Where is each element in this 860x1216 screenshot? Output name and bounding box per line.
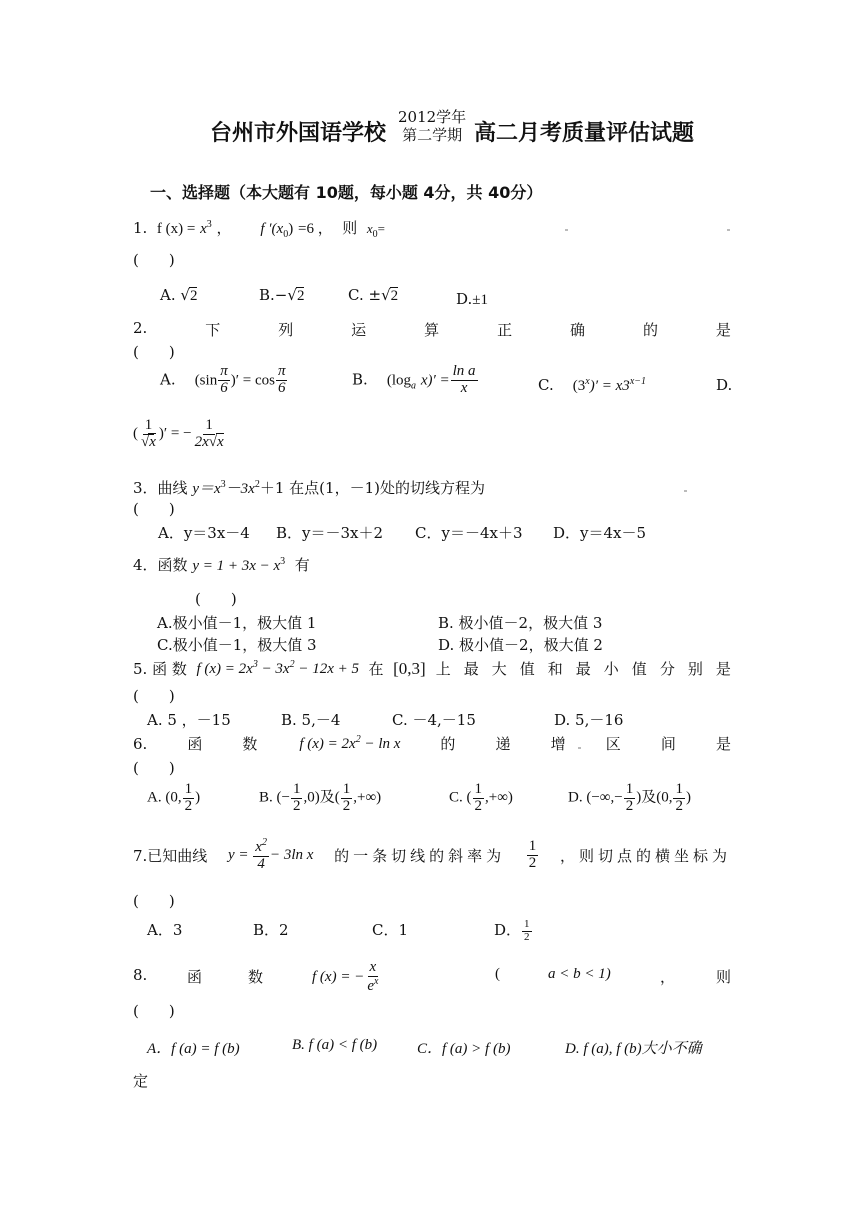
q5-word: 数 bbox=[171, 660, 187, 678]
q6-a-d: 2 bbox=[184, 797, 193, 814]
q2-d-one: 1 bbox=[144, 417, 153, 433]
q7-option-a: A．3 bbox=[147, 921, 183, 939]
q8-option-c: C．f (a) > f (b) bbox=[417, 1041, 511, 1057]
q7-answer-paren: ( ) bbox=[133, 892, 175, 910]
q6-d-label: D. bbox=[568, 789, 583, 806]
q6-b-n: 1 bbox=[292, 781, 301, 797]
question-5-stem bbox=[133, 658, 731, 679]
q2-d-den: 2x bbox=[194, 433, 209, 450]
q3-option-a: A．y＝3x－4 bbox=[158, 524, 250, 542]
q6-option-a bbox=[147, 782, 200, 815]
q2-word: 的 bbox=[642, 321, 658, 339]
title-stack bbox=[398, 108, 466, 144]
q2-word: 正 bbox=[497, 321, 513, 339]
q8-word-2: 数 bbox=[248, 968, 264, 986]
q5-option-a: A. 5 ，－15 bbox=[147, 711, 231, 729]
scan-speck bbox=[727, 229, 730, 231]
q1-fprime-end: ) bbox=[288, 221, 294, 237]
q2-b-sub: a bbox=[411, 380, 417, 392]
q2-answer-paren: ( ) bbox=[133, 343, 175, 361]
q6-e1: 2 bbox=[355, 734, 361, 745]
q6-d-d: 2 bbox=[625, 797, 634, 814]
q1-c-label: C. bbox=[348, 286, 364, 304]
q6-a-expr: (0, bbox=[165, 789, 182, 806]
q2-option-c bbox=[538, 376, 646, 395]
q2-word: 是 bbox=[715, 321, 731, 339]
q5-tail: 分 bbox=[659, 660, 675, 678]
q1-option-d bbox=[456, 290, 488, 309]
q8-then: 则 bbox=[716, 968, 732, 986]
q5-option-b: B. 5,－4 bbox=[281, 711, 341, 729]
q5-tail: 是 bbox=[715, 660, 731, 678]
q1-d-val: ±1 bbox=[472, 292, 488, 308]
q4-option-b: B. 极小值－2，极大值 3 bbox=[438, 614, 603, 632]
question-6-stem bbox=[133, 733, 731, 754]
q7-pre: 7.已知曲线 bbox=[133, 846, 208, 865]
q5-tail: 小 bbox=[603, 660, 619, 678]
q1-eq: =6 ， bbox=[297, 221, 333, 237]
q6-m1: − ln x bbox=[360, 736, 401, 752]
q7-half-n: 1 bbox=[528, 838, 537, 854]
q2-c-label: C. bbox=[538, 376, 554, 394]
q6-b-e2: ,0)及( bbox=[303, 789, 340, 806]
q3-exp1: 3 bbox=[220, 479, 226, 490]
q6-option-d bbox=[568, 782, 691, 815]
q5-tail: 大 bbox=[491, 660, 507, 678]
scan-speck bbox=[565, 229, 568, 231]
q2-b-x: x)′ = bbox=[420, 372, 450, 389]
q5-interval: [0,3] bbox=[393, 658, 426, 678]
q7-tail: ，则切点的横坐标为 bbox=[559, 846, 731, 865]
q3-option-b: B．y＝－3x＋2 bbox=[276, 524, 384, 542]
q1-c-sign: ± bbox=[368, 286, 382, 304]
q4-option-c: C.极小值－1，极大值 3 bbox=[157, 636, 317, 654]
q3-y: y bbox=[192, 481, 199, 497]
q5-word: 函 bbox=[152, 660, 168, 678]
q1-b-sign: − bbox=[274, 286, 288, 304]
q3-eq: ＝x bbox=[199, 481, 221, 497]
q7-mid: − 3ln x bbox=[269, 846, 314, 863]
q8-option-b: B. f (a) < f (b) bbox=[292, 1037, 378, 1053]
scan-speck bbox=[578, 747, 581, 749]
q6-answer-paren: ( ) bbox=[133, 759, 175, 777]
q6-tail: 间 bbox=[660, 735, 676, 753]
q6-a-n: 1 bbox=[184, 781, 193, 797]
q6-word: 6. bbox=[133, 734, 148, 753]
q2-d-x: x bbox=[149, 433, 156, 450]
q5-e1: 3 bbox=[252, 659, 258, 670]
q1-a-label: A. bbox=[160, 286, 176, 304]
q6-d-n: 1 bbox=[625, 781, 634, 797]
q2-word: 下 bbox=[205, 321, 221, 339]
q1-x: x bbox=[200, 221, 207, 237]
q6-tail: 区 bbox=[605, 735, 621, 753]
q1-c-val: 2 bbox=[390, 288, 399, 304]
q2-c-expr: (3 bbox=[572, 378, 586, 394]
q2-option-d-label: D. bbox=[716, 376, 733, 394]
q6-option-b bbox=[259, 782, 381, 815]
q8-answer-paren: ( ) bbox=[133, 1002, 175, 1020]
q2-word: 运 bbox=[351, 321, 367, 339]
q7-num-exp: 2 bbox=[261, 837, 267, 848]
q6-a-close: ) bbox=[195, 789, 201, 806]
q6-tail: 是 bbox=[715, 735, 731, 753]
q1-fprime-sub: 0 bbox=[283, 229, 289, 240]
q2-c-sup2: x−1 bbox=[629, 376, 646, 387]
q2-c-sup: x bbox=[585, 376, 590, 387]
q6-b-e1: (− bbox=[276, 789, 290, 806]
q4-expr: y = 1 + 3x − x bbox=[192, 558, 281, 574]
q7-den: 4 bbox=[257, 855, 265, 872]
q2-word: 列 bbox=[278, 321, 294, 339]
q3-rest: 在点(1，－1)处的切线方程为 bbox=[289, 479, 485, 497]
q4-post: 有 bbox=[294, 556, 310, 574]
q2-a-label: A. bbox=[160, 370, 176, 389]
q1-comma: ， bbox=[216, 219, 232, 237]
q7-option-d bbox=[494, 919, 533, 943]
q6-d-e2: )及(0, bbox=[636, 789, 673, 806]
q1-x0-eq: = bbox=[377, 221, 385, 236]
q3-pre: 3．曲线 bbox=[133, 479, 188, 497]
q6-b-d: 2 bbox=[292, 797, 301, 814]
q2-option-a bbox=[160, 364, 288, 397]
q5-zai: 在 bbox=[368, 660, 384, 678]
q3-exp2: 2 bbox=[254, 479, 260, 490]
q5-tail: 最 bbox=[575, 660, 591, 678]
q5-tail: 最 bbox=[463, 660, 479, 678]
q7-d-d: 2 bbox=[524, 930, 530, 943]
q2-d-mid: )′ = − bbox=[158, 425, 192, 442]
title-term: 第二学期 bbox=[402, 126, 463, 144]
q5-m1: − 3x bbox=[257, 661, 290, 677]
q6-c-n: 1 bbox=[474, 781, 483, 797]
q5-expr: f (x) = 2x bbox=[196, 661, 253, 677]
q7-d-n: 1 bbox=[524, 918, 530, 930]
question-3-stem bbox=[133, 477, 485, 498]
question-2-stem bbox=[133, 319, 731, 340]
q5-e2: 2 bbox=[289, 659, 295, 670]
q6-c-e2: ,+∞) bbox=[485, 789, 513, 806]
q2-a-six: 6 bbox=[220, 379, 228, 396]
q8-word-1: 函 bbox=[187, 968, 203, 986]
q2-word: 确 bbox=[570, 321, 586, 339]
q6-expr: f (x) = 2x bbox=[299, 736, 356, 752]
q2-a-six2: 6 bbox=[277, 379, 286, 396]
q6-b-label: B. bbox=[259, 789, 273, 806]
q8-cond-open: ( bbox=[495, 966, 500, 982]
q7-y: y = bbox=[228, 846, 249, 863]
q1-x0-sub: 0 bbox=[372, 229, 378, 240]
q2-d-open: ( bbox=[133, 425, 138, 442]
q1-f: f (x) = bbox=[156, 221, 196, 237]
q5-word: 5. bbox=[133, 659, 148, 678]
q8-frac-n: x bbox=[369, 959, 377, 975]
q1-option-c: C. ±√2 bbox=[348, 286, 399, 304]
q7-text: 的一条切线的斜率为 bbox=[334, 846, 506, 865]
q3-mid: －3x bbox=[225, 481, 255, 497]
q8-frac-d: e bbox=[367, 977, 374, 994]
q6-b-d2: 2 bbox=[342, 797, 351, 814]
q1-a-val: 2 bbox=[189, 288, 198, 304]
q8-number: 8. bbox=[133, 966, 148, 984]
q8-expr bbox=[312, 960, 381, 995]
q6-d-n2: 1 bbox=[675, 781, 683, 797]
q2-d-x2: x bbox=[217, 433, 224, 450]
q8-comma: ， bbox=[660, 968, 676, 986]
q8-option-a: A．f (a) = f (b) bbox=[147, 1041, 240, 1057]
q1-answer-paren: ( ) bbox=[133, 251, 175, 269]
q2-a-pi2: π bbox=[277, 363, 286, 379]
q2-a-sin: (sin bbox=[194, 372, 218, 389]
q2-b-den: x bbox=[460, 379, 468, 396]
q1-d-label: D. bbox=[456, 290, 473, 308]
question-7-stem bbox=[133, 838, 731, 873]
q6-word: 函 bbox=[187, 735, 203, 753]
q6-d-d2: 2 bbox=[675, 797, 683, 814]
question-4-stem bbox=[133, 554, 310, 575]
q6-d-e1: (−∞,− bbox=[586, 789, 623, 806]
q1-b-val: 2 bbox=[296, 288, 305, 304]
scan-speck bbox=[684, 490, 687, 492]
q6-word: 数 bbox=[242, 735, 258, 753]
question-1-stem bbox=[133, 217, 385, 240]
q2-b-label: B. bbox=[352, 370, 368, 389]
q5-tail: 上 bbox=[435, 660, 451, 678]
q1-option-a: A. √2 bbox=[160, 286, 198, 304]
q5-option-c: C. －4,－15 bbox=[392, 711, 476, 729]
title-year: 2012学年 bbox=[398, 108, 467, 126]
title-right: 高二月考质量评估试题 bbox=[474, 121, 695, 146]
q1-number: 1. bbox=[133, 219, 148, 237]
q2-b-num: ln a bbox=[452, 363, 476, 379]
q1-b-label: B. bbox=[259, 286, 275, 304]
q6-c-d: 2 bbox=[474, 797, 483, 814]
title-left: 台州市外国语学校 bbox=[210, 121, 387, 146]
q2-word: 算 bbox=[424, 321, 440, 339]
q2-option-d: ( $\frac{1}{√x}$ )′ = − $\frac{1}{2x√x}$ bbox=[133, 417, 224, 450]
q6-tail: 的 bbox=[440, 735, 456, 753]
q4-exp: 3 bbox=[280, 556, 286, 567]
q1-x0: x bbox=[366, 221, 373, 236]
q6-option-c bbox=[449, 782, 513, 815]
q1-fprime: f ′(x bbox=[260, 221, 284, 237]
q6-c-e1: ( bbox=[466, 789, 472, 806]
q4-pre: 4．函数 bbox=[133, 556, 188, 574]
q7-option-b: B．2 bbox=[253, 921, 289, 939]
q5-answer-paren: ( ) bbox=[133, 687, 175, 705]
q8-option-d: D. f (a), f (b)大小不确 bbox=[565, 1041, 702, 1057]
q5-tail: 和 bbox=[547, 660, 563, 678]
q8-fx: f (x) = − bbox=[312, 968, 365, 985]
q7-option-c: C．1 bbox=[372, 921, 409, 939]
q2-b-log: (log bbox=[386, 372, 412, 389]
q1-option-b: B.−√2 bbox=[259, 286, 305, 304]
page-title bbox=[210, 116, 386, 147]
q6-a-label: A. bbox=[147, 789, 162, 806]
q1-then: 则 bbox=[342, 219, 358, 237]
q5-tail: 别 bbox=[687, 660, 703, 678]
q2-d-one2: 1 bbox=[205, 417, 213, 433]
q4-option-a: A.极小值－1，极大值 1 bbox=[157, 614, 317, 632]
q4-option-d: D. 极小值－2，极大值 2 bbox=[438, 636, 603, 654]
q8-option-d-cont: 定 bbox=[133, 1072, 149, 1090]
q7-d-label: D． bbox=[494, 921, 522, 940]
q8-frac-d-exp: x bbox=[373, 975, 379, 987]
section-heading: 一、选择题（本大题有 10题，每小题 4分，共 40分） bbox=[150, 183, 543, 202]
q7-num: x bbox=[255, 839, 262, 855]
q6-c-label: C. bbox=[449, 789, 463, 806]
q2-a-mid: )′ = cos bbox=[230, 372, 275, 389]
q2-a-pi: π bbox=[220, 363, 228, 379]
q3-plus: ＋1 bbox=[259, 479, 285, 497]
q6-tail: 增 bbox=[550, 735, 566, 753]
q6-d-e3: ) bbox=[685, 789, 691, 806]
q3-option-d: D．y＝4x－5 bbox=[553, 524, 647, 542]
q3-answer-paren: ( ) bbox=[133, 500, 175, 518]
q4-answer-paren: ( ) bbox=[195, 590, 237, 608]
q2-option-b bbox=[352, 364, 479, 397]
q8-cond: a < b < 1) bbox=[548, 966, 611, 982]
q1-exp: 3 bbox=[206, 219, 212, 230]
q5-m2: − 12x + 5 bbox=[294, 661, 359, 677]
q5-tail: 值 bbox=[631, 660, 647, 678]
q6-b-n2: 1 bbox=[342, 781, 351, 797]
q6-b-e3: ,+∞) bbox=[353, 789, 382, 806]
q3-option-c: C．y＝－4x＋3 bbox=[415, 524, 523, 542]
q2-c-mid: )′ = x3 bbox=[589, 378, 630, 394]
q2-word: 2. bbox=[133, 319, 148, 337]
q5-tail: 值 bbox=[519, 660, 535, 678]
q6-tail: 递 bbox=[495, 735, 511, 753]
q7-half-d: 2 bbox=[528, 854, 537, 871]
q5-option-d: D. 5,－16 bbox=[554, 711, 624, 729]
